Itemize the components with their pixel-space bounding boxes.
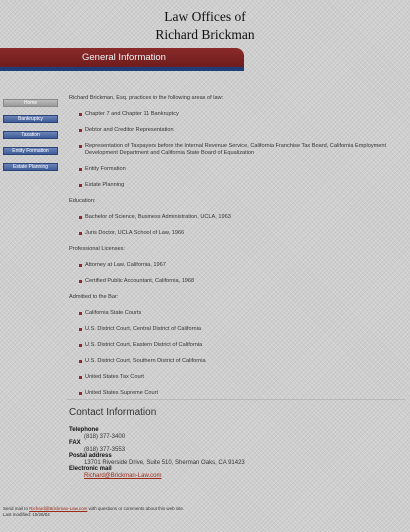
bullet-icon xyxy=(79,184,82,187)
list-item: U.S. District Court, Central District of California xyxy=(69,326,405,333)
postal-value: 13701 Riverside Drive, Suite 510, Sherman Oaks, CA 91423 xyxy=(84,459,245,466)
bullet-icon xyxy=(79,129,82,132)
intro-text: Richard Brickman, Esq. practices in the following areas of law: xyxy=(69,95,224,101)
bullet-icon xyxy=(79,216,82,219)
list-item: United States Supreme Court xyxy=(69,390,405,397)
list-item: Certified Public Accountant, California, 1968 xyxy=(69,278,405,285)
bullet-icon xyxy=(79,328,82,331)
site-title-line1: Law Offices of xyxy=(164,9,246,24)
bullet-icon xyxy=(79,392,82,395)
main-content xyxy=(69,95,405,406)
nav-home-button[interactable]: Home xyxy=(3,99,58,107)
contact-heading: Contact Information xyxy=(69,407,157,418)
bullet-icon xyxy=(79,376,82,379)
list-item: Debtor and Creditor Representation xyxy=(69,127,405,134)
bullet-icon xyxy=(79,113,82,116)
list-item: United States Tax Court xyxy=(69,374,405,381)
sidebar-nav xyxy=(3,99,58,179)
footer-email-link[interactable]: Richard@Brickman-Law.com xyxy=(29,506,88,511)
postal-label: Postal address xyxy=(69,453,112,459)
education-list xyxy=(69,214,405,237)
bullet-icon xyxy=(79,280,82,283)
site-title xyxy=(0,8,410,44)
education-label: Education: xyxy=(69,198,96,204)
banner-underline xyxy=(0,67,244,71)
list-item: Chapter 7 and Chapter 11 Bankruptcy xyxy=(69,111,405,118)
email-label: Electronic mail xyxy=(69,466,112,472)
fax-label: FAX xyxy=(69,440,81,446)
nav-taxation-button[interactable]: Taxation xyxy=(3,131,58,139)
bullet-icon xyxy=(79,264,82,267)
nav-estate-planning-button[interactable]: Estate Planning xyxy=(3,163,58,171)
telephone-label: Telephone xyxy=(69,427,99,433)
section-divider xyxy=(67,399,405,400)
telephone-value: (818) 377-3400 xyxy=(84,433,126,440)
bullet-icon xyxy=(79,344,82,347)
email-link[interactable]: Richard@Brickman-Law.com xyxy=(84,472,162,479)
bullet-icon xyxy=(79,168,82,171)
list-item: U.S. District Court, Southern District of California xyxy=(69,358,405,365)
site-title-line2: Richard Brickman xyxy=(155,27,255,42)
bullet-icon xyxy=(79,145,82,148)
list-item: Representation of Taxpayers before the Internal Revenue Service, California Franchise Tax Board, California Employment Development Department and California State Board of Equalization xyxy=(69,143,405,157)
list-item: Bachelor of Science, Business Administration, UCLA, 1963 xyxy=(69,214,405,221)
list-item: Estate Planning xyxy=(69,182,405,189)
bullet-icon xyxy=(79,360,82,363)
list-item: California State Courts xyxy=(69,310,405,317)
footer-last-modified: Last modified: 10/26/04 xyxy=(3,512,50,517)
bullet-icon xyxy=(79,232,82,235)
bar-list xyxy=(69,310,405,397)
fax-value: (818) 377-3553 xyxy=(84,446,126,453)
list-item: Entity Formation xyxy=(69,166,405,173)
contact-block xyxy=(69,427,405,479)
licenses-list xyxy=(69,262,405,285)
list-item: Juris Doctor, UCLA School of Law, 1966 xyxy=(69,230,405,237)
list-item: U.S. District Court, Eastern District of California xyxy=(69,342,405,349)
practice-areas-list xyxy=(69,111,405,189)
nav-bankruptcy-button[interactable]: Bankruptcy xyxy=(3,115,58,123)
list-item: Attorney at Law, California, 1967 xyxy=(69,262,405,269)
nav-entity-formation-button[interactable]: Entity Formation xyxy=(3,147,58,155)
bar-label: Admitted to the Bar: xyxy=(69,294,119,300)
licenses-label: Professional Licenses: xyxy=(69,246,125,252)
footer-send-line: Send mail to Richard@Brickman-Law.com with questions or comments about this web site. xyxy=(3,506,185,511)
banner-title: General Information xyxy=(82,52,166,63)
footer xyxy=(3,506,403,518)
bullet-icon xyxy=(79,312,82,315)
